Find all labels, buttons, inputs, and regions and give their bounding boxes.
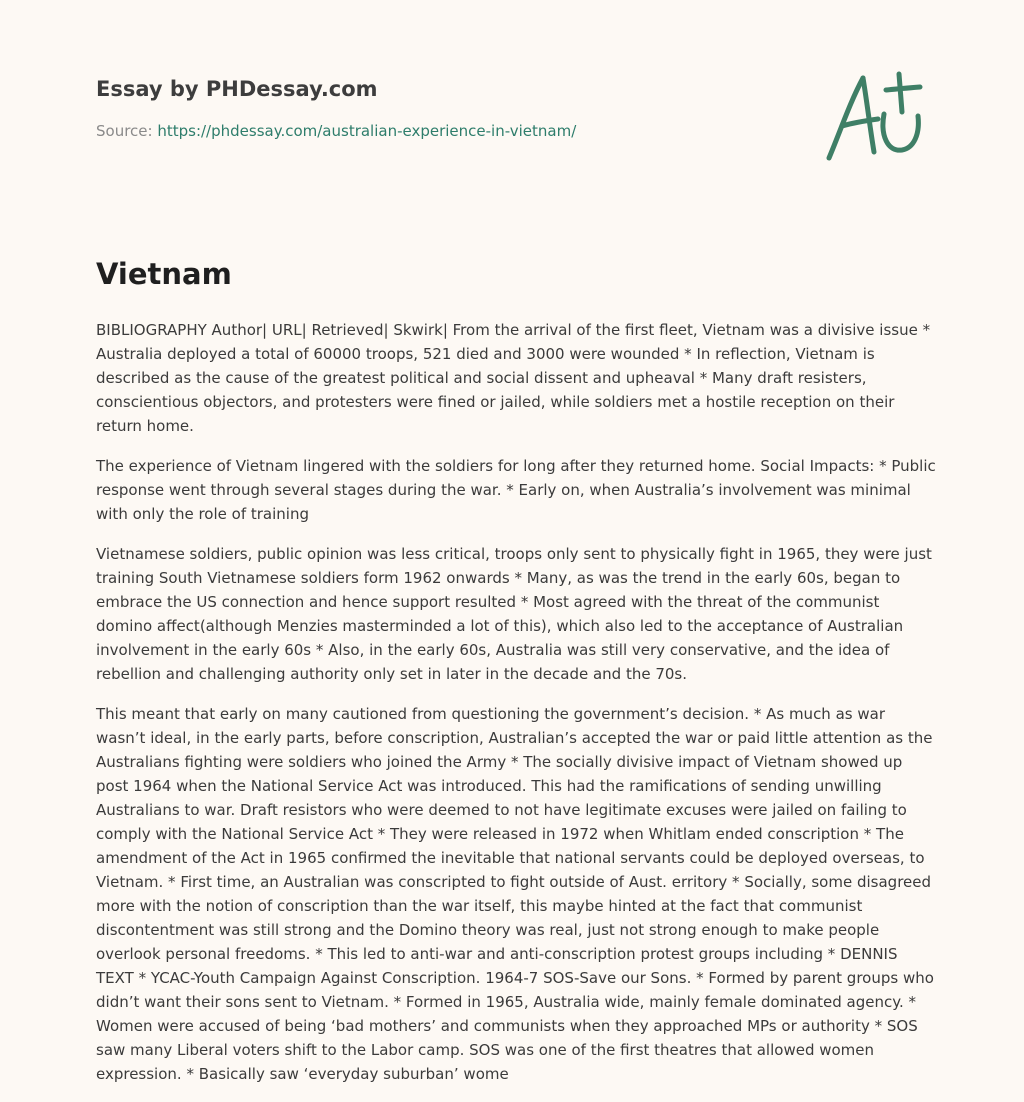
source-label: Source:	[96, 122, 158, 140]
a-plus-logo-icon	[822, 68, 928, 164]
source-link[interactable]: https://phdessay.com/australian-experience-in-vietnam/	[157, 122, 577, 140]
site-title: Essay by PHDessay.com	[96, 77, 378, 101]
source-line	[96, 121, 816, 141]
paragraph: Vietnamese soldiers, public opinion was less critical, troops only sent to physically fight in 1965, they were just training South Vietnamese soldiers form 1962 onwards * Many, as was the trend in the early 60s, began to embrace the US connection and hence support resulted * Most agreed with the threat of the communist domino affect(although Menzies masterminded a lot of this), which also led to the acceptance of Australian involvement in the early 60s * Also, in the early 60s, Australia was still very conservative, and the idea of rebellion and challenging authority only set in later in the decade and the 70s.	[96, 545, 932, 683]
paragraph: BIBLIOGRAPHY Author| URL| Retrieved| Skwirk| From the arrival of the first fleet, Vietnam was a divisive issue * Australia deployed a total of 60000 troops, 521 died and 3000 were wounded * In reflection, Vietnam is described as the cause of the greatest political and social dissent and upheaval * Many draft resisters, conscientious objectors, and protesters were fined or jailed, while soldiers met a hostile reception on their return home.	[96, 321, 931, 435]
page-header	[96, 74, 816, 141]
paragraph: The experience of Vietnam lingered with the soldiers for long after they returned home. Social Impacts: * Public response went through several stages during the war. * Early on, when Australia’s involvement was minimal with only the role of training	[96, 457, 936, 523]
paragraph: This meant that early on many cautioned from questioning the government’s decision. * As much as war wasn’t ideal, in the early parts, before conscription, Australian’s accepted the war or paid little attention as the Australians fighting were soldiers who joined the Army * The socially divisive impact of Vietnam showed up post 1964 when the National Service Act was introduced. This had the ramifications of sending unwilling Australians to war. Draft resistors who were deemed to not have legitimate excuses were jailed on failing to comply with the National Service Act * They were released in 1972 when Whitlam ended conscription * The amendment of the Act in 1965 confirmed the inevitable that national servants could be deployed overseas, to Vietnam. * First time, an Australian was conscripted to fight outside of Aust. erritory * Socially, some disagreed more with the notion of conscription than the war itself, this maybe hinted at the fact that communist discontentment was still strong and the Domino theory was real, just not strong enough to make people overlook personal freedoms. * This led to anti-war and anti-conscription protest groups including * DENNIS TEXT * YCAC-Youth Campaign Against Conscription. 1964-7 SOS-Save our Sons. * Formed by parent groups who didn’t want their sons sent to Vietnam. * Formed in 1965, Australia wide, mainly female dominated agency. * Women were accused of being ‘bad mothers’ and communists when they approached MPs or authority * SOS saw many Liberal voters shift to the Labor camp. SOS was one of the first theatres that allowed women expression. * Basically saw ‘everyday suburban’ wome	[96, 705, 934, 1083]
article	[96, 252, 936, 1102]
essay-title: Vietnam	[96, 257, 232, 291]
